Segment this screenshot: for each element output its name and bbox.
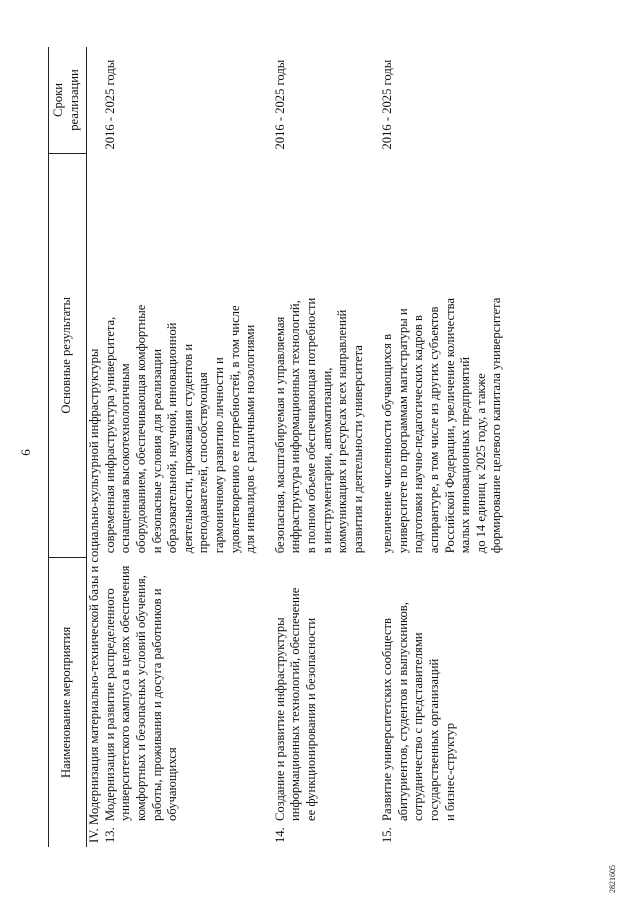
result-line: преподавателей, способствующая — [196, 372, 211, 554]
table-header-row — [49, 47, 87, 847]
activity-name-line: Модернизация и развитие распределенного — [102, 588, 117, 821]
activity-name-line: Создание и развитие инфраструктуры — [272, 617, 287, 821]
implementation-period-cell: 2016 - 2025 годы — [102, 59, 117, 150]
row-spacer — [366, 47, 380, 847]
activities-table — [48, 47, 505, 847]
result-line: образовательной, научной, инновационной — [165, 322, 180, 554]
result-line: в полном объеме обеспечивающая потребности — [303, 297, 318, 554]
activity-name-line: Развитие университетских сообществ — [380, 618, 395, 821]
row-spacer — [259, 47, 273, 847]
result-line: развития и деятельности университета — [350, 345, 365, 554]
section-title: IV. Модернизация материально-технической базы и социально-культурной инфраструктуры — [87, 348, 102, 843]
activity-name-line: комфортных и безопасных условий обучения, — [133, 575, 148, 821]
result-line: удовлетворению ее потребностей, в том числе — [227, 305, 242, 554]
result-line: университете по программам магистратуры и — [395, 308, 410, 554]
result-line: и безопасные условия для реализации — [149, 349, 164, 554]
activity-name-line: работы, проживания и досуга работников и — [149, 588, 164, 821]
result-line: безопасная, масштабируемая и управляемая — [272, 316, 287, 554]
result-line: для инвалидов с различными нозологиями — [243, 324, 258, 554]
activity-name-line: государственных организаций — [427, 658, 442, 821]
result-line: формирование целевого капитала университета — [489, 297, 504, 554]
activity-name-cell — [380, 557, 505, 847]
activity-name-line: информационных технологий, обеспечение — [288, 587, 303, 821]
header-activity-name: Наименование мероприятия — [49, 557, 87, 847]
result-line: аспирантуре, в том числе из других субъектов — [427, 306, 442, 554]
table-body — [87, 47, 505, 847]
activity-name-line: и бизнес-структур — [442, 723, 457, 821]
implementation-period-cell: 2016 - 2025 годы — [380, 59, 395, 150]
activity-name-line: обучающихся — [165, 747, 180, 821]
row-number: 14. — [272, 827, 287, 843]
result-line: подготовки научно-педагогических кадров в — [411, 315, 426, 554]
activity-name-line: абитуриентов, студентов и выпускников, — [395, 602, 410, 821]
result-line: современная инфраструктура университета, — [102, 316, 117, 554]
result-line: оборудованием, обеспечивающая комфортные — [133, 304, 148, 554]
main-results-cell — [103, 153, 259, 557]
result-line: увеличение численности обучающихся в — [380, 333, 395, 554]
activity-name-line: университетского кампуса в целях обеспечения — [118, 565, 133, 821]
page-number: 6 — [18, 449, 33, 456]
table-row — [103, 47, 259, 847]
table-row — [273, 47, 367, 847]
header-implementation-period: Сроки реализации — [49, 47, 87, 153]
section-row — [87, 47, 103, 847]
header-main-results: Основные результаты — [49, 153, 87, 557]
result-line: инфраструктура информационных технологий, — [288, 300, 303, 554]
result-line: до 14 единиц к 2025 году, а также — [473, 373, 488, 554]
implementation-period-cell: 2016 - 2025 годы — [272, 59, 287, 150]
activity-name-line: ее функционирования и безопасности — [303, 617, 318, 821]
result-line: гармоничному развитию личности и — [211, 357, 226, 554]
result-line: Российской Федерации, увеличение количества — [442, 297, 457, 554]
activity-name-cell — [103, 557, 259, 847]
row-number: 15. — [380, 827, 395, 843]
main-results-cell — [273, 153, 367, 557]
activity-name-line: сотрудничество с представителями — [411, 632, 426, 821]
activity-name-cell — [273, 557, 367, 847]
result-line: в инструментарии, автоматизации, — [319, 367, 334, 554]
result-line: малых инновационных предприятий — [458, 356, 473, 554]
table-row — [380, 47, 505, 847]
result-line: оснащенная высокотехнологичным — [118, 363, 133, 554]
result-line: коммуникациях и ресурсах всех направлений — [335, 309, 350, 554]
main-results-cell — [380, 153, 505, 557]
row-number: 13. — [102, 827, 117, 843]
result-line: деятельности, проживания студентов и — [180, 343, 195, 554]
document-id: 2821605 — [608, 865, 617, 893]
